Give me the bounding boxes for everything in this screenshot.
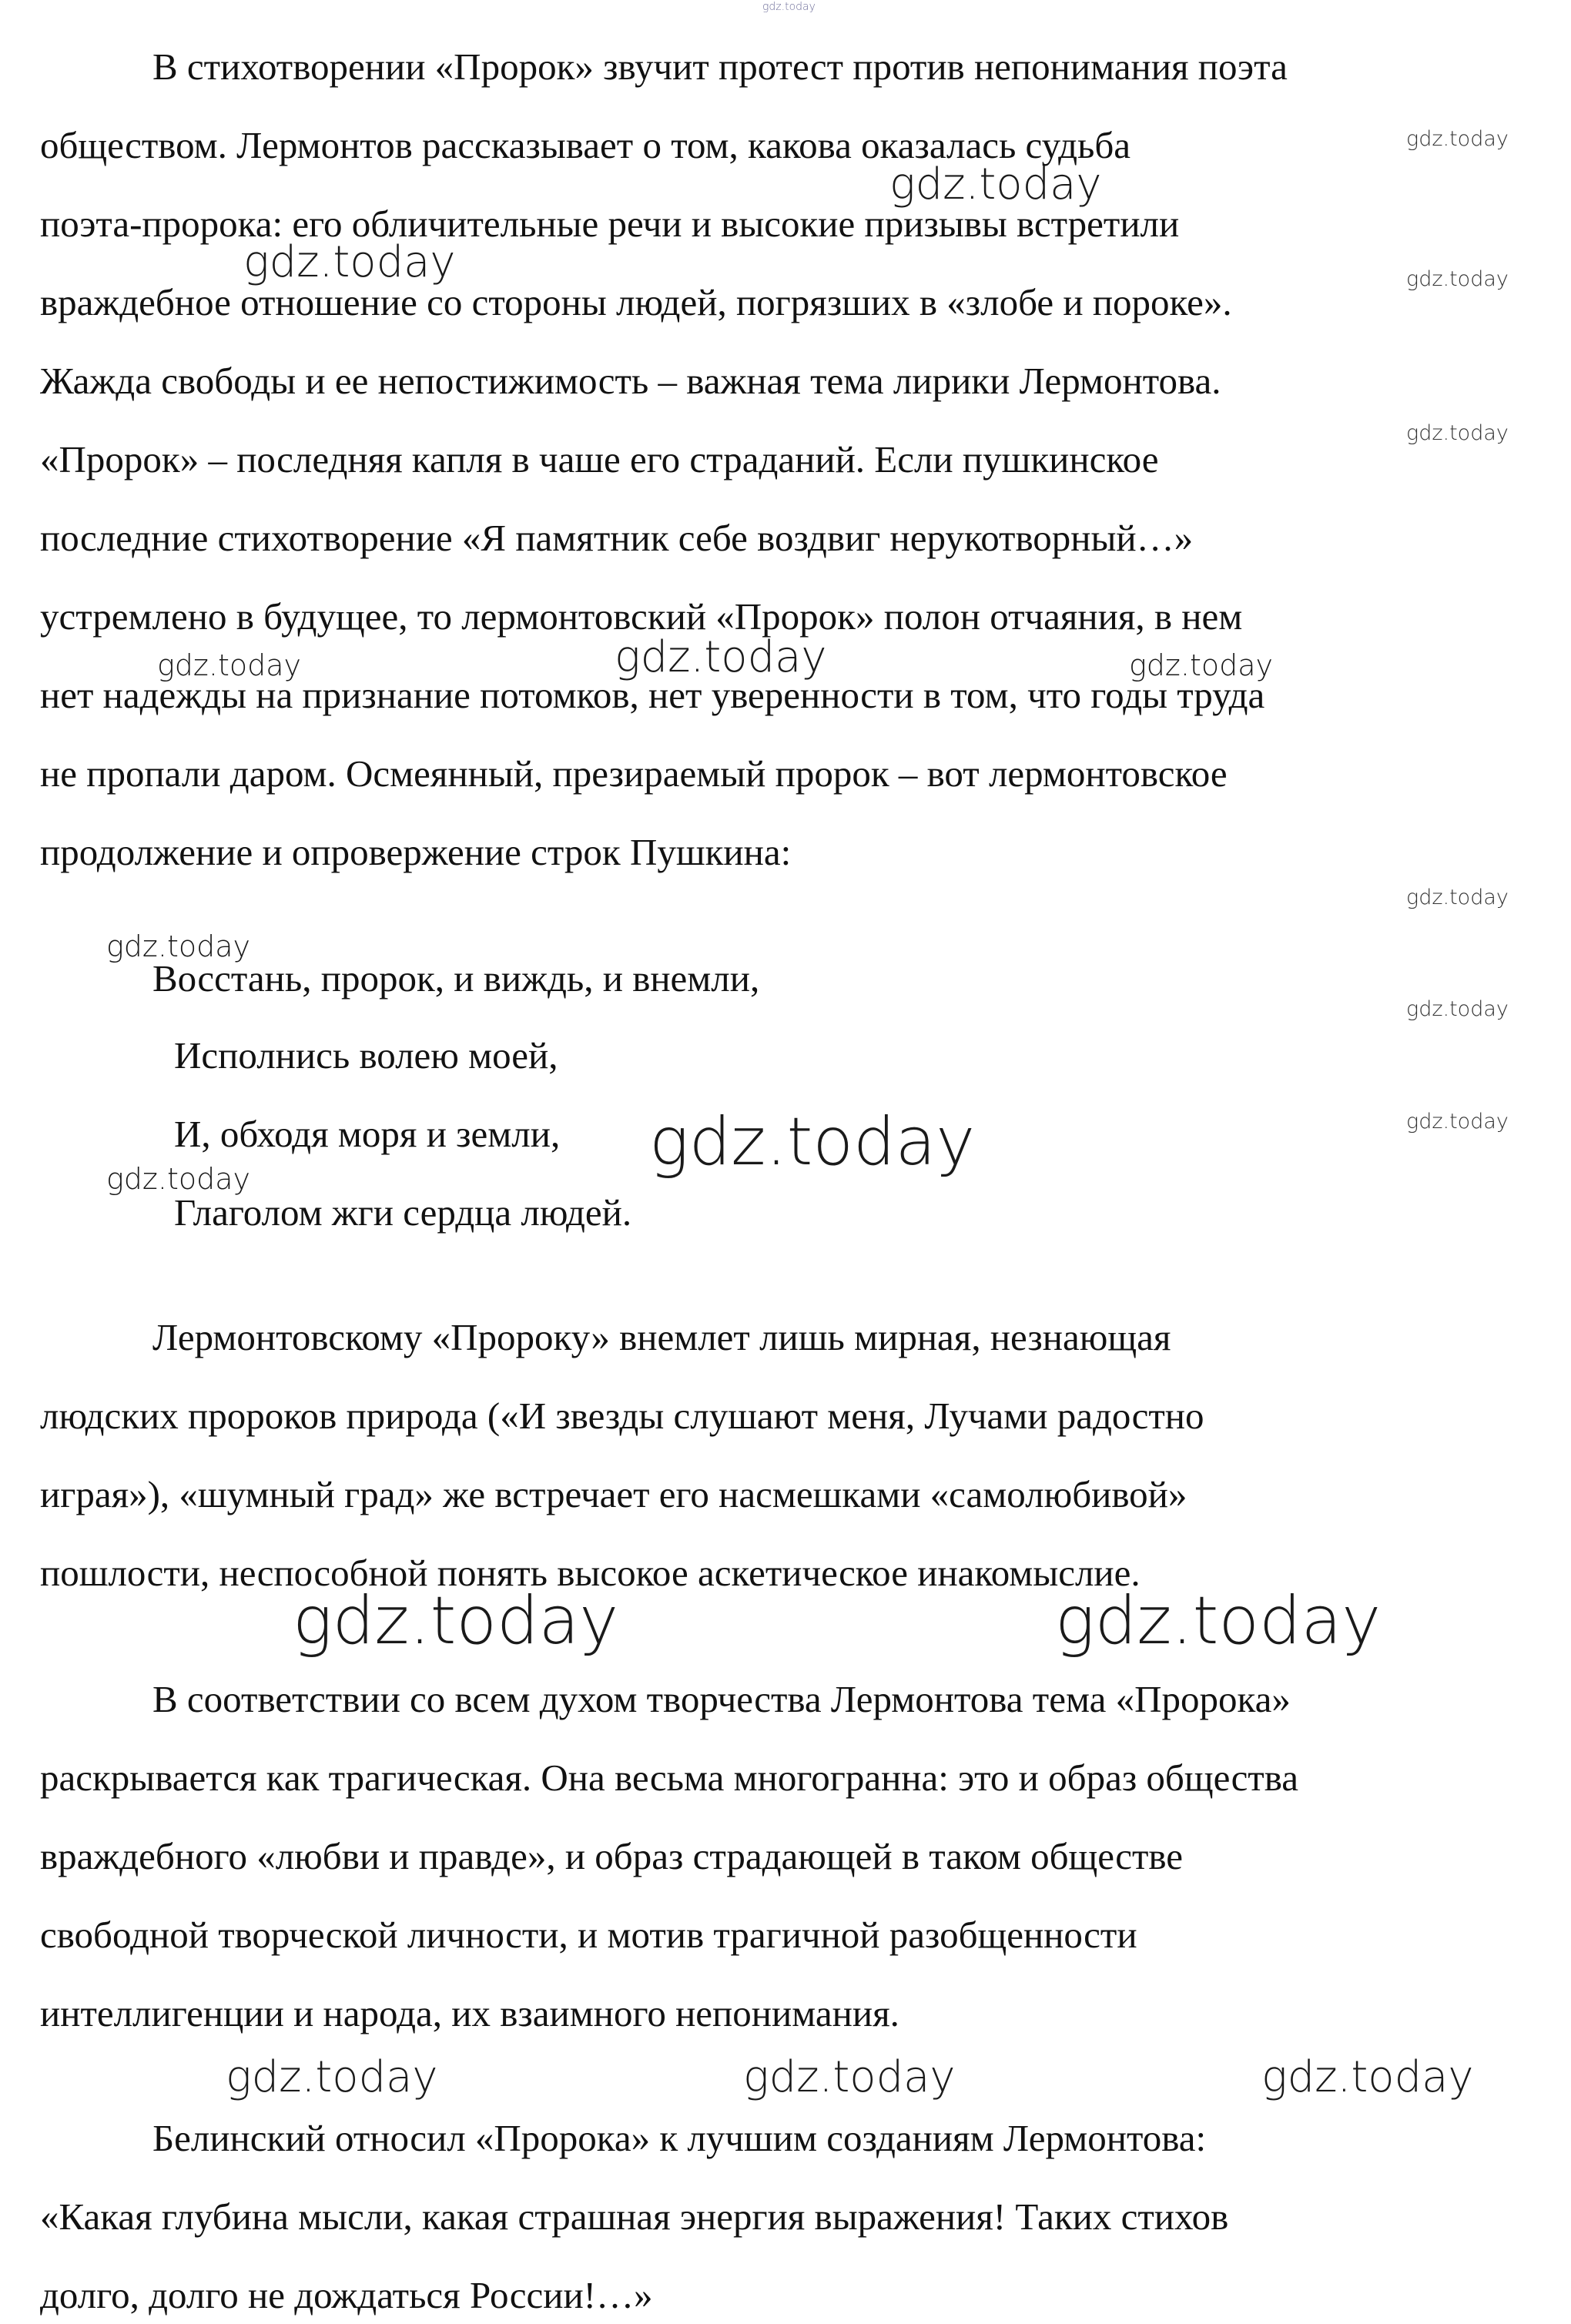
watermark: gdz.today: [106, 1162, 250, 1196]
watermark: gdz.today: [1406, 886, 1509, 909]
text-line-21: Белинский относил «Пророка» к лучшим созданиям Лермонтова:: [152, 2117, 1207, 2159]
text-line-6: «Пророк» – последняя капля в чаше его страданий. Если пушкинское: [40, 438, 1159, 481]
watermark: gdz.today: [1406, 421, 1509, 445]
watermark: gdz.today: [1261, 2052, 1474, 2102]
text-line-15: пошлости, неспособной понять высокое аскетическое инакомыслие.: [40, 1552, 1141, 1594]
watermark: gdz.today: [1406, 127, 1509, 151]
text-line-4: враждебное отношение со стороны людей, погрязших в «злобе и пороке».: [40, 281, 1232, 323]
watermark: gdz.today: [226, 2052, 438, 2102]
text-line-2: обществом. Лермонтов рассказывает о том, какова оказалась судьба: [40, 124, 1131, 166]
watermark: gdz.today: [157, 648, 301, 682]
watermark: gdz.today: [243, 237, 456, 287]
text-line-12: Лермонтовскому «Пророку» внемлет лишь мирная, незнающая: [152, 1316, 1171, 1358]
watermark: gdz.today: [106, 929, 250, 963]
text-line-9: нет надежды на признание потомков, нет уверенности в том, что годы труда: [40, 674, 1265, 716]
watermark: gdz.today: [889, 159, 1102, 209]
text-line-8: устремлено в будущее, то лермонтовский «Пророк» полон отчаяния, в нем: [40, 595, 1243, 638]
text-line-10: не пропали даром. Осмеянный, презираемый пророк – вот лермонтовское: [40, 752, 1228, 795]
watermark: gdz.today: [293, 1582, 619, 1659]
watermark: gdz.today: [1406, 997, 1509, 1021]
text-line-16: В соответствии со всем духом творчества Лермонтова тема «Пророка»: [152, 1678, 1291, 1720]
watermark: gdz.today: [762, 1, 816, 13]
text-line-13: людских пророков природа («И звезды слушают меня, Лучами радостно: [40, 1395, 1204, 1437]
text-line-20: интеллигенции и народа, их взаимного непонимания.: [40, 1992, 899, 2034]
text-line-3: поэта-пророка: его обличительные речи и высокие призывы встретили: [40, 203, 1180, 245]
watermark: gdz.today: [743, 2052, 956, 2102]
watermark: gdz.today: [615, 632, 827, 682]
watermark: gdz.today: [1055, 1582, 1382, 1659]
watermark: gdz.today: [1406, 267, 1509, 291]
watermark: gdz.today: [1406, 1110, 1509, 1134]
text-line-23: долго, долго не дождаться России!…»: [40, 2274, 653, 2316]
verse-line-2: Исполнись волею моей,: [174, 1034, 558, 1077]
text-line-17: раскрывается как трагическая. Она весьма многогранна: это и образ общества: [40, 1756, 1298, 1799]
watermark: gdz.today: [1129, 648, 1273, 682]
text-line-18: враждебного «любви и правде», и образ страдающей в таком обществе: [40, 1835, 1184, 1877]
text-line-5: Жажда свободы и ее непостижимость – важная тема лирики Лермонтова.: [40, 360, 1221, 402]
text-line-22: «Какая глубина мысли, какая страшная энергия выражения! Таких стихов: [40, 2195, 1229, 2238]
verse-line-3: И, обходя моря и земли,: [174, 1113, 561, 1155]
text-line-11: продолжение и опровержение строк Пушкина:: [40, 831, 792, 873]
verse-line-4: Глаголом жги сердца людей.: [174, 1191, 632, 1234]
text-line-7: последние стихотворение «Я памятник себе воздвиг нерукотворный…»: [40, 517, 1194, 559]
text-line-19: свободной творческой личности, и мотив трагичной разобщенности: [40, 1914, 1137, 1956]
verse-line-1: Восстань, пророк, и виждь, и внемли,: [152, 957, 760, 1000]
watermark: gdz.today: [649, 1103, 976, 1180]
text-line-1: В стихотворении «Пророк» звучит протест против непонимания поэта: [152, 45, 1288, 88]
text-line-14: играя»), «шумный град» же встречает его насмешками «самолюбивой»: [40, 1473, 1187, 1515]
